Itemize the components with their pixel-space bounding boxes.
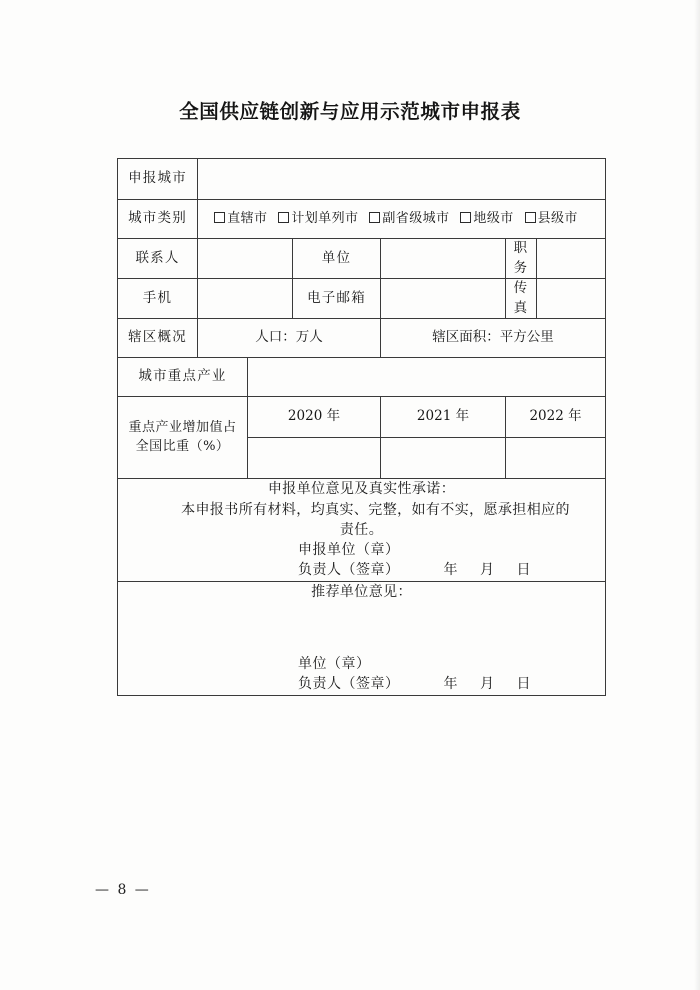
email-value[interactable] — [381, 279, 506, 319]
checkbox-label: 计划单列市 — [291, 211, 359, 227]
table-row-city-type — [118, 200, 606, 239]
fax-value[interactable] — [537, 279, 606, 319]
key-industry-label: 城市重点产业 — [118, 358, 248, 397]
recommendation-date-year: 年 — [443, 676, 458, 693]
recommendation-date-month: 月 — [480, 676, 495, 693]
population-field[interactable]: 人口：万人 — [198, 319, 381, 358]
declaration-unit-seal-line — [122, 540, 601, 560]
mobile-value[interactable] — [198, 279, 293, 319]
recommendation-signer-label: 负责人（签章） — [298, 676, 400, 693]
application-form-table — [117, 158, 606, 696]
year-header-2021: 2021 年 — [381, 397, 506, 438]
checkbox-label: 地级市 — [473, 211, 514, 227]
table-row-recommendation — [118, 581, 606, 695]
table-row-contact — [118, 239, 606, 279]
year-value-2022[interactable] — [506, 438, 606, 479]
table-row-mobile — [118, 279, 606, 319]
declaration-body-line1: 本申报书所有材料，均真实、完整，如有不实，愿承担相应的 — [181, 501, 570, 518]
declaration-unit-seal-label: 申报单位（章） — [298, 542, 400, 559]
declaration-date-day: 日 — [516, 562, 531, 579]
table-row-apply-city — [118, 159, 606, 200]
table-row-industry-share-years — [118, 397, 606, 438]
declaration-signer-label: 负责人（签章） — [298, 562, 400, 579]
checkbox-option-plan-listed-city[interactable] — [278, 210, 358, 229]
recommendation-date-day: 日 — [516, 676, 531, 693]
recommendation-blank-space — [122, 602, 601, 628]
area-field[interactable]: 辖区面积：平方公里 — [381, 319, 606, 358]
checkbox-icon[interactable] — [460, 212, 471, 223]
checkbox-icon[interactable] — [525, 212, 536, 223]
declaration-block[interactable] — [118, 479, 606, 581]
checkbox-icon[interactable] — [214, 212, 225, 223]
recommendation-block[interactable] — [118, 581, 606, 695]
checkbox-option-prefecture-city[interactable] — [460, 210, 513, 229]
declaration-body-line2: 责任。 — [339, 521, 384, 538]
position-value[interactable] — [537, 239, 606, 279]
table-row-key-industry — [118, 358, 606, 397]
recommendation-unit-seal-line — [122, 654, 601, 674]
industry-share-label-line1: 重点产业增加值占 — [128, 419, 237, 435]
declaration-date-year: 年 — [443, 562, 458, 579]
year-header-2022: 2022 年 — [506, 397, 606, 438]
mobile-label: 手机 — [118, 279, 198, 319]
checkbox-label: 副省级城市 — [382, 211, 450, 227]
table-row-district-overview — [118, 319, 606, 358]
city-type-label: 城市类别 — [118, 200, 198, 239]
checkbox-option-sub-provincial-city[interactable] — [369, 210, 449, 229]
recommendation-signer-line — [122, 674, 601, 694]
unit-value[interactable] — [381, 239, 506, 279]
year-header-2020: 2020 年 — [248, 397, 381, 438]
contact-label: 联系人 — [118, 239, 198, 279]
industry-share-label — [118, 397, 248, 479]
industry-share-label-line2: 全国比重（%） — [135, 438, 230, 454]
apply-city-value[interactable] — [198, 159, 606, 200]
checkbox-option-county-city[interactable] — [525, 210, 578, 229]
checkbox-option-municipality[interactable] — [214, 210, 267, 229]
table-row-declaration — [118, 479, 606, 581]
year-value-2020[interactable] — [248, 438, 381, 479]
checkbox-icon[interactable] — [278, 212, 289, 223]
checkbox-icon[interactable] — [369, 212, 380, 223]
declaration-signer-line — [122, 560, 601, 580]
district-overview-label: 辖区概况 — [118, 319, 198, 358]
page-title: 全国供应链创新与应用示范城市申报表 — [179, 101, 521, 123]
position-label: 职务 — [506, 239, 537, 279]
fax-label: 传真 — [506, 279, 537, 319]
contact-value[interactable] — [198, 239, 293, 279]
recommendation-heading: 推荐单位意见： — [311, 583, 412, 600]
apply-city-label: 申报城市 — [118, 159, 198, 200]
city-type-options — [198, 200, 606, 239]
declaration-date-month: 月 — [480, 562, 495, 579]
email-label: 电子邮箱 — [293, 279, 381, 319]
page-footer-number: — 8 — — [95, 882, 151, 898]
recommendation-blank-space-2 — [122, 628, 601, 654]
unit-label: 单位 — [293, 239, 381, 279]
declaration-heading: 申报单位意见及真实性承诺： — [267, 481, 456, 498]
checkbox-label: 直辖市 — [227, 211, 268, 227]
checkbox-label: 县级市 — [537, 211, 578, 227]
key-industry-value[interactable] — [248, 358, 606, 397]
year-value-2021[interactable] — [381, 438, 506, 479]
recommendation-unit-seal-label: 单位（章） — [298, 656, 371, 673]
